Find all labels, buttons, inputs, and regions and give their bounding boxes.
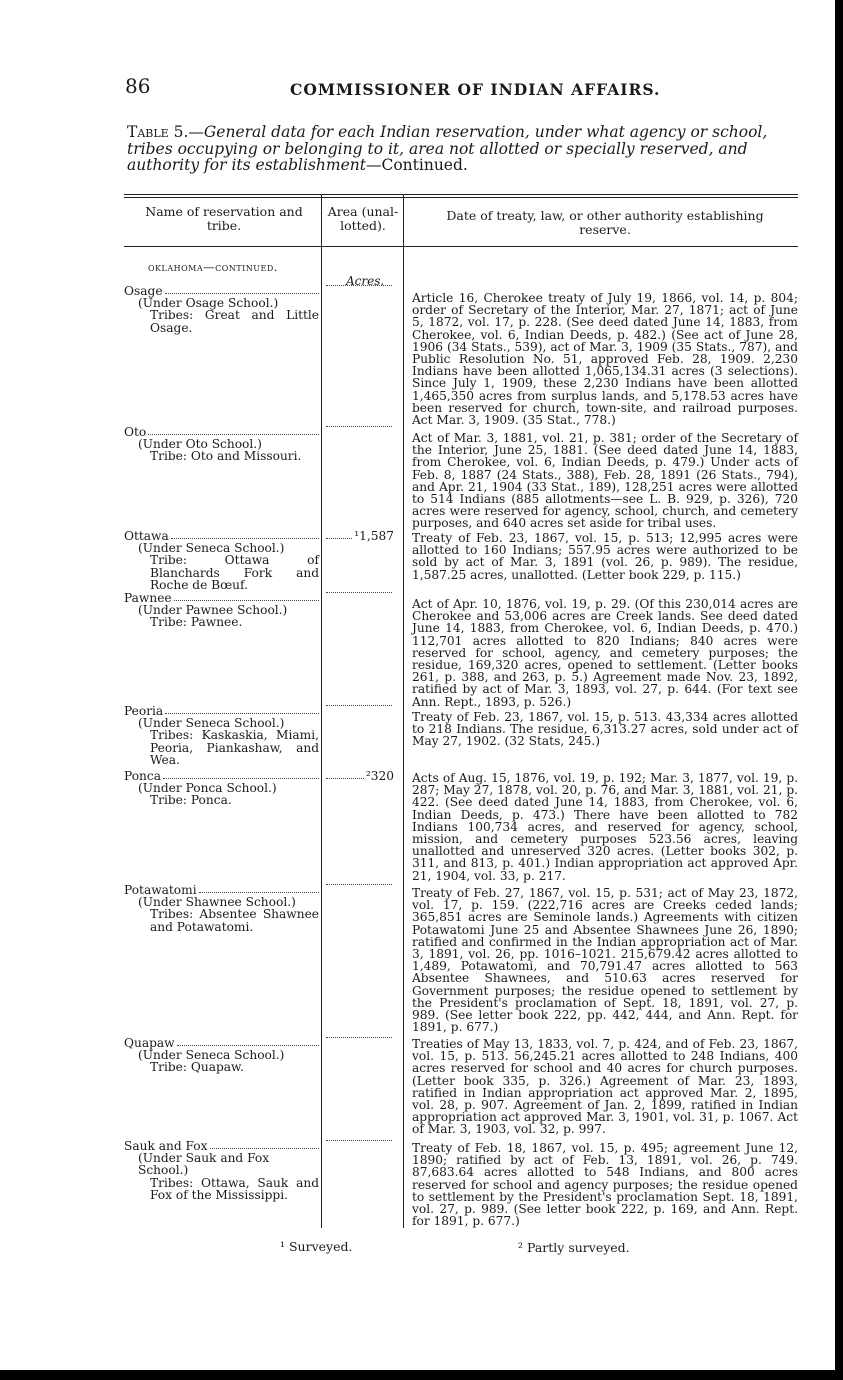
tribe-list: Tribe: Oto and Missouri. (150, 449, 302, 464)
area-unit: Acres. (346, 274, 385, 288)
reservation-name: Oto (124, 425, 147, 439)
authority-text: Treaties of May 13, 1833, vol. 7, p. 424, and of Feb. 23, 1867, vol. 15, p. 513. 56,245.21 acres allotted to 248 Indians, 400 acres reserved for school and 40 acres for church purposes. (Letter book 335, p. 326.) Agreement of Mar. 23, 1893, ratified in Indian appropriation act approved Mar. 2, 1895, vol. 28, p. 907. Agreement of Jan. 2, 1899, ratified in Indian appropriation act approved Mar. 3, 1901, vol. 31, p. 1067. Act of Mar. 3, 1903, vol. 32, p. 997. (412, 1037, 798, 1137)
school-name: (Under Pawnee School.) (138, 603, 288, 618)
tribe-list: Tribe: Ottawa of Blanchards Fork and Roche de Bœuf. (150, 553, 319, 592)
tribe-list: Tribe: Ponca. (150, 793, 232, 808)
area-cell (326, 1140, 398, 1144)
area-value: ¹1,587 (354, 529, 394, 543)
reservation-name: Quapaw (124, 1036, 175, 1050)
table-row (124, 705, 319, 766)
reservation-name: Pawnee (124, 591, 172, 605)
header-authority: Date of treaty, law, or other authority establishing reserve. (446, 208, 764, 237)
column-divider (403, 195, 404, 1228)
page-number: 86 (125, 74, 151, 98)
caption-italic: General data for each Indian reservation, under what agency or school, tribes occupying or belonging to it, area not allotted or specially reserved, and authority for its establishment (127, 123, 768, 174)
school-name: (Under Osage School.) (138, 296, 279, 311)
authority-text: Acts of Aug. 15, 1876, vol. 19, p. 192; Mar. 3, 1877, vol. 19, p. 287; May 27, 1878, vol. 20, p. 76, and Mar. 3, 1881, vol. 21, p. 422. (See deed dated June 14, 1883, from Cherokee, vol. 6, Indian Deeds, p. 473.) There have been allotted to 782 Indians 100,734 acres, and reserved for agency, school, mission, and cemetery purposes 523.56 acres, leaving unallotted and unreserved 320 acres. (Letter books 302, p. 311, and 813, p. 401.) Indian appropriation act approved Apr. 21, 1904, vol. 33, p. 217. (412, 771, 798, 883)
scan-edge (0, 1370, 843, 1380)
reservation-name: Potawatomi (124, 883, 197, 897)
table-row (124, 1037, 319, 1074)
school-name: (Under Oto School.) (138, 437, 262, 452)
table-caption (127, 124, 802, 174)
reservation-name: Ponca (124, 769, 161, 783)
tribe-list: Tribe: Pawnee. (150, 615, 243, 630)
area-cell (326, 285, 398, 289)
area-cell (326, 705, 398, 709)
table-row (124, 884, 319, 933)
table-row (124, 1140, 319, 1201)
area-cell (326, 592, 398, 596)
area-cell (326, 770, 398, 782)
authority-text: Treaty of Feb. 27, 1867, vol. 15, p. 531; act of May 23, 1872, vol. 17, p. 159. (222,716 acres are Creeks ceded lands; 365,851 acres are Seminole lands.) Agreements with citizen Potawatomi June 25 and Absentee Shawnees June 26, 1890; ratified and confirmed in the Indian appropriation act of Mar. 3, 1891, vol. 26, pp. 1016–1021. 215,679.42 acres allotted to 1,489, Potawatomi, and 70,791.47 acres allotted to 563 Absentee Shawnees, and 510.63 acres reserved for Government purposes; the residue opened to settlement by the President's proclamation of Sept. 18, 1891, vol. 27, p. 989. (See letter book 222, pp. 442, 444, and Ann. Rept. for 1891, p. 677.) (412, 886, 798, 1035)
reservation-name: Ottawa (124, 529, 169, 543)
area-cell (326, 530, 398, 542)
authority-text: Treaty of Feb. 23, 1867, vol. 15, p. 513. 43,334 acres allotted to 218 Indians. The residue, 6,313.27 acres, sold under act of May 27, 1902. (32 Stats, 245.) (412, 710, 798, 749)
header-rule (124, 246, 798, 247)
running-head: COMMISSIONER OF INDIAN AFFAIRS. (290, 80, 661, 99)
header-name: Name of reservation and tribe. (145, 204, 303, 233)
tribe-list: Tribes: Ottawa, Sauk and Fox of the Mississippi. (150, 1175, 319, 1202)
tribe-list: Tribe: Quapaw. (150, 1060, 244, 1075)
area-cell (326, 426, 398, 430)
authority-text: Act of Mar. 3, 1881, vol. 21, p. 381; order of the Secretary of the Interior, June 25, 1881. (See deed dated June 14, 1883, from Cherokee, vol. 6, Indian Deeds, p. 479.) Under acts of Feb. 8, 1887 (24 Stats., 388), Feb. 28, 1891 (26 Stats., 794), and Apr. 21, 1904 (33 Stat., 189), 128,251 acres were allotted to 514 Indians (885 allotments—see L. B. 929, p. 326), 720 acres were reserved for agency, school, church, and cemetery purposes, and 640 acres set aside for tribal uses. (412, 431, 798, 531)
school-name: (Under Ponca School.) (138, 781, 277, 796)
area-cell (326, 884, 398, 888)
scan-edge (835, 0, 843, 1380)
header-area: Area (unallotted). (327, 204, 399, 233)
school-name: (Under Seneca School.) (138, 716, 285, 731)
authority-text: Act of Apr. 10, 1876, vol. 19, p. 29. (Of this 230,014 acres are Cherokee and 53,006 acres are Creek lands. See deed dated June 14, 1883, from Cherokee, vol. 6, Indian Deeds, p. 470.) 112,701 acres allotted to 820 Indians; 840 acres were reserved for school, agency, and cemetery purposes; the residue, 169,320 acres, opened to settlement. (Letter books 261, p. 388, and 263, p. 5.) Agreement made Nov. 23, 1892, ratified by act of Mar. 3, 1893, vol. 27, p. 644. (For text see Ann. Rept., 1893, p. 526.) (412, 597, 798, 709)
footnote-surveyed: ¹ Surveyed. (280, 1239, 353, 1254)
reservation-name: Peoria (124, 704, 164, 718)
tribe-list: Tribes: Great and Little Osage. (150, 308, 319, 335)
column-divider (321, 195, 322, 1228)
caption-dash: — (188, 123, 204, 141)
caption-suffix: —Continued. (365, 156, 468, 174)
reservation-name: Osage (124, 284, 163, 298)
school-name: (Under Seneca School.) (138, 541, 285, 556)
school-name: (Under Sauk and Fox School.) (138, 1151, 270, 1178)
area-cell (326, 1037, 398, 1041)
section-heading: oklahoma—continued. (148, 260, 278, 274)
table-top-rule (124, 194, 798, 195)
school-name: (Under Shawnee School.) (138, 895, 296, 910)
table-row (124, 530, 319, 591)
authority-text: Treaty of Feb. 23, 1867, vol. 15, p. 513; 12,995 acres were allotted to 160 Indians; 557.95 acres were authorized to be sold by act of Mar. 3, 1891 (vol. 26, p. 989). The residue, 1,587.25 acres, unallotted. (Letter book 229, p. 115.) (412, 531, 798, 582)
footnote-partly-surveyed: ² Partly surveyed. (518, 1240, 630, 1255)
table-row (124, 426, 319, 463)
reservation-name: Sauk and Fox (124, 1139, 208, 1153)
table-row (124, 592, 319, 629)
caption-label: Table 5. (127, 123, 189, 141)
table-row (124, 285, 319, 334)
authority-text: Article 16, Cherokee treaty of July 19, 1866, vol. 14, p. 804; order of Secretary of the Interior, Mar. 27, 1871; act of June 5, 1872, vol. 17, p. 228. (See deed dated June 14, 1883, from Cherokee, vol. 6, Indian Deeds, p. 482.) (See act of June 28, 1906 (34 Stats., 539), act of Mar. 3, 1909 (35 Stats., 787), and Public Resolution No. 51, approved Feb. 28, 1909. 2,230 Indians have been allotted 1,065,134.31 acres (3 selections). Since July 1, 1909, these 2,230 Indians have been allotted 1,465,350 acres from surplus lands, and 5,178.53 acres have been reserved for church, town-site, and railroad purposes. Act Mar. 3, 1909. (35 Stat., 778.) (412, 291, 798, 428)
area-value: ²320 (365, 769, 394, 783)
tribe-list: Tribes: Absentee Shawnee and Potawatomi. (150, 907, 319, 934)
authority-text: Treaty of Feb. 18, 1867, vol. 15, p. 495; agreement June 12, 1890; ratified by act of Feb. 13, 1891, vol. 26, p. 749. 87,683.64 acres allotted to 548 Indians, and 800 acres reserved for school and agency purposes; the residue opened to settlement by the President's proclamation Sept. 18, 1891, vol. 27, p. 989. (See letter book 222, p. 169, and Ann. Rept. for 1891, p. 677.) (412, 1141, 798, 1229)
school-name: (Under Seneca School.) (138, 1048, 285, 1063)
tribe-list: Tribes: Kaskaskia, Miami, Peoria, Piankashaw, and Wea. (150, 728, 319, 767)
table-row (124, 770, 319, 807)
table-top-rule (124, 197, 798, 198)
